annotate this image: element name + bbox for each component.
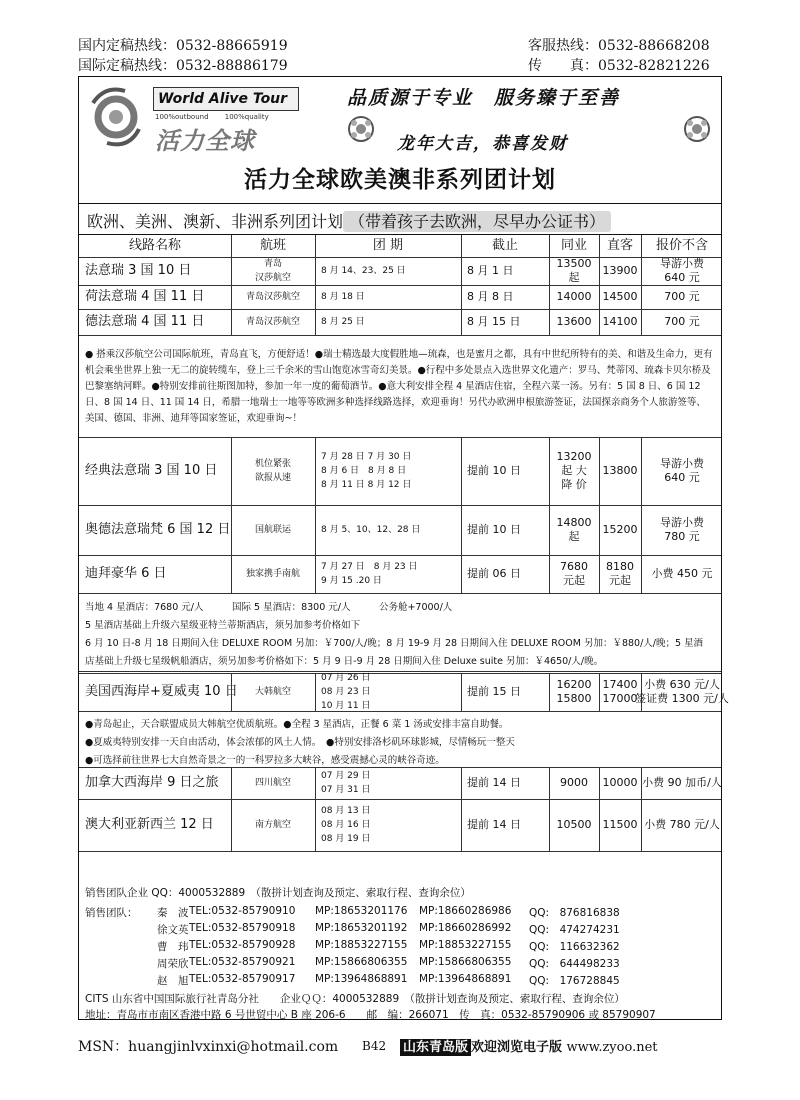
table-header-cell: 同业: [560, 238, 587, 253]
service-hotline: 客服热线：0532-88668208 传 真：0532-82821226: [528, 38, 710, 74]
price-excludes: 小费 630 元/人 签证费 1300 元/人: [635, 678, 729, 705]
sales-name: 徐文英: [157, 924, 189, 936]
sales-qq-line: 销售团队企业 QQ：4000532889 （散拼计划查询及预定、索取行程、查询余位）: [85, 887, 471, 899]
sales-name: 曹 玮: [157, 941, 189, 953]
sales-tel: TEL:0532-85790928: [189, 939, 296, 951]
sales-mp1: MP:13964868891: [315, 973, 408, 985]
tour-dates: 07 月 29 日 07 月 31 日: [321, 771, 371, 795]
trade-price: 16200 15800: [556, 678, 592, 705]
table-header-cell: 团 期: [372, 238, 404, 253]
sales-qq: QQ: 116632362: [529, 941, 620, 953]
table-rule: [79, 593, 721, 594]
subtitle-note: （带着孩子去欧洲，尽早办公证书）: [343, 211, 611, 232]
table-rule: [461, 767, 462, 851]
tour-dates: 8 月 14、23、25 日: [321, 266, 406, 276]
sales-mp1: MP:18653201192: [315, 922, 408, 934]
page-number: B42: [362, 1039, 387, 1053]
usa-note: ●青岛起止，天合联盟成员大韩航空优质航班。●全程 3 星酒店，正餐 6 菜 1 汤或安排丰富自助餐。: [85, 719, 509, 730]
sales-mp1: MP:15866806355: [315, 956, 408, 968]
direct-price: 11500: [602, 818, 638, 831]
price-excludes: 小费 90 加币/人: [642, 776, 722, 789]
tour-dates: 8 月 25 日: [321, 317, 365, 327]
slogan: 品质源于专业 服务臻于至善: [347, 87, 621, 109]
logo: [83, 81, 298, 157]
sales-qq: QQ: 876816838: [529, 907, 620, 919]
intl-hotline-number: 0532-88886179: [176, 58, 288, 74]
logo-brand: World Alive Tour: [153, 87, 299, 111]
route-name: 德法意瑞 4 国 11 日: [85, 314, 205, 329]
table-rule: [461, 437, 462, 593]
direct-price: 14500: [602, 290, 638, 303]
direct-price: 13800: [602, 464, 638, 477]
table-rule: [79, 671, 721, 672]
europe-note: ● 搭乘汉莎航空公司国际航班，青岛直飞，方便舒适！●瑞士精选最大度假胜地—琉森，也是蜜月之都，具有中世纪所特有的美、和谐及生命力，更有机会乘坐世界上独一无二的旋转缆车，登上三千余米的雪山饱览冰雪奇幻美景。●行程中多处景点入选世界文化遗产：罗马、梵蒂冈、琉森卡贝尔桥及巴黎塞纳河畔。●特别安排前往斯图加特，参加一年一度的葡萄酒节。●意大利安排全程 4 星酒店住宿，全程六菜一汤。另有：5 国 8 日、6 国 12 日、8 国 14 日、11 国 14 日，希腊一地瑞士一地等等欧洲多种选择线路选择，欢迎垂询！另代办欧洲申根旅游签证，法国探亲商务个人旅游签等、美国、德国、非洲、迪拜等国家签证，欢迎垂询~！: [85, 349, 713, 424]
direct-price: 10000: [602, 776, 638, 789]
dubai-note: 6 月 10 日-8 月 18 日期间入住 DELUXE ROOM 另加：￥700/人/晚；8 月 19-9 月 28 日期间入住 DELUXE ROOM 另加：￥880/人/晚；5 星酒: [85, 638, 704, 649]
route-name: 美国西海岸+夏威夷 10 日: [85, 684, 238, 699]
tour-dates: 8 月 18 日: [321, 292, 365, 302]
website-link[interactable]: www.zyoo.net: [566, 1040, 658, 1055]
table-rule: [315, 437, 316, 593]
price-excludes: 导游小费 640 元: [660, 457, 704, 484]
table-rule: [315, 673, 316, 711]
address-line: 地址：青岛市市南区香港中路 6 号世贸中心 B 座 206-6 邮 编：266071 传 真：0532-85790906 或 85790907: [85, 1009, 656, 1021]
sales-qq: QQ: 474274231: [529, 924, 620, 936]
dragon-flower-icon: [347, 115, 375, 143]
table-header-cell: 线路名称: [128, 238, 181, 253]
sales-tel: TEL:0532-85790917: [189, 973, 296, 985]
route-name: 加拿大西海岸 9 日之旅: [85, 775, 219, 790]
flight: 青岛汉莎航空: [245, 292, 300, 302]
tour-dates: 8 月 5、10、12、28 日: [321, 525, 421, 535]
deadline: 提前 15 日: [467, 685, 521, 698]
fax-number: 0532-82821226: [598, 58, 710, 74]
flight: 青岛汉莎航空: [245, 317, 300, 327]
price-excludes: 700 元: [664, 290, 700, 303]
price-excludes: 小费 450 元: [651, 567, 713, 580]
price-excludes: 导游小费 640 元: [660, 257, 704, 284]
trade-price: 14000: [556, 290, 592, 303]
sales-mp2: MP:18853227155: [419, 939, 512, 951]
flight: 南方航空: [254, 820, 291, 830]
deadline: 8 月 8 日: [467, 290, 514, 303]
route-name: 荷法意瑞 4 国 11 日: [85, 289, 205, 304]
table-rule: [79, 851, 721, 852]
trade-price: 9000: [560, 776, 588, 789]
route-name: 澳大利亚新西兰 12 日: [85, 817, 214, 832]
deadline: 提前 14 日: [467, 818, 521, 831]
page-title: 活力全球欧美澳非系列团计划: [244, 167, 556, 193]
domestic-hotline-number: 0532-88665919: [176, 38, 288, 54]
festive-greeting: 龙年大吉，恭喜发财: [397, 134, 568, 154]
tour-dates: 07 月 26 日 08 月 23 日 10 月 11 日: [321, 673, 371, 711]
msn-contact: MSN：huangjinlvxinxi@hotmail.com: [78, 1039, 339, 1055]
tour-dates: 7 月 27 日 8 月 23 日 9 月 15 .20 日: [321, 562, 418, 586]
sales-mp2: MP:18660286986: [419, 905, 512, 917]
table-header-cell: 截止: [491, 238, 518, 253]
table-rule: [461, 673, 462, 711]
flight: 机位紧张 欲报从速: [254, 459, 291, 483]
direct-price: 15200: [602, 523, 638, 536]
usa-note: ●夏威夷特别安排一天自由活动，体会浓郁的风土人情。 ●特别安排洛杉矶环球影城，尽情畅玩一整天: [85, 737, 515, 748]
deadline: 提前 06 日: [467, 567, 521, 580]
flight: 国航联运: [254, 525, 291, 535]
direct-price: 8180 元起: [606, 560, 634, 587]
domestic-hotline: 国内定稿热线：0532-88665919 国际定稿热线：0532-88886179: [78, 38, 288, 74]
direct-price: 14100: [602, 315, 638, 328]
route-name: 奥德法意瑞梵 6 国 12 日: [85, 522, 231, 537]
direct-price: 13900: [602, 264, 638, 277]
table-header-cell: 航班: [259, 238, 286, 253]
edition-badge: 山东青岛版: [400, 1039, 471, 1056]
service-hotline-number: 0532-88668208: [598, 38, 710, 54]
usa-note: ●可选择前往世界七大自然奇景之一的一科罗拉多大峡谷，感受震撼心灵的峡谷奇迹。: [85, 755, 445, 766]
dubai-note: 当地 4 星酒店：7680 元/人 国际 5 星酒店：8300 元/人 公务舱+7000/人: [85, 602, 453, 613]
sales-qq: QQ: 176728845: [529, 975, 620, 987]
trade-price: 14800 起: [556, 516, 592, 543]
deadline: 8 月 15 日: [467, 315, 521, 328]
table-rule: [315, 767, 316, 851]
trade-price: 13200 起 大 降 价: [556, 450, 592, 491]
table-header-cell: 直客: [606, 238, 633, 253]
logo-tags: 100%outbound 100%quality: [155, 113, 269, 121]
price-excludes: 导游小费 780 元: [660, 516, 704, 543]
table-rule: [79, 335, 721, 336]
swirl-logo-icon: [85, 83, 147, 151]
sales-mp1: MP:18853227155: [315, 939, 408, 951]
sales-name: 周荣欣: [157, 958, 189, 970]
deadline: 提前 10 日: [467, 464, 521, 477]
edition-banner: [400, 1036, 658, 1055]
flyer-frame: [78, 76, 729, 1021]
dubai-note: 5 星酒店基础上升级六星级亚特兰蒂斯酒店，须另加参考价格如下: [85, 620, 361, 631]
flight: 独家携手南航: [245, 569, 300, 579]
dubai-note: 店基础上升级七星级帆船酒店，须另加参考价格如下：5 月 9 日-9 月 28 日期间入住 Deluxe suite 另加：￥4650/人/晚。: [85, 656, 604, 667]
welcome-text: 欢迎浏览电子版: [471, 1040, 563, 1055]
sales-team-label: 销售团队：: [85, 907, 138, 919]
price-excludes: 700 元: [664, 315, 700, 328]
price-excludes: 小费 780 元/人: [644, 818, 720, 831]
dragon-flower-icon: [683, 115, 711, 143]
trade-price: 13600: [556, 315, 592, 328]
sales-tel: TEL:0532-85790918: [189, 922, 296, 934]
logo-cn: 活力全球: [155, 127, 255, 155]
table-rule: [79, 767, 721, 768]
flight: 大韩航空: [254, 687, 291, 697]
tour-dates: 08 月 13 日 08 月 16 日 08 月 19 日: [321, 806, 371, 844]
sales-qq: QQ: 644498233: [529, 958, 620, 970]
deadline: 8 月 1 日: [467, 264, 514, 277]
sales-mp2: MP:13964868891: [419, 973, 512, 985]
sales-mp2: MP:18660286992: [419, 922, 512, 934]
trade-price: 7680 元起: [560, 560, 588, 587]
sales-mp1: MP:18653201176: [315, 905, 408, 917]
sales-tel: TEL:0532-85790910: [189, 905, 296, 917]
table-header-cell: 报价不含: [655, 238, 708, 253]
sales-name: 赵 旭: [157, 975, 189, 987]
deadline: 提前 14 日: [467, 776, 521, 789]
sales-mp2: MP:15866806355: [419, 956, 512, 968]
trade-price: 10500: [556, 818, 592, 831]
sales-tel: TEL:0532-85790921: [189, 956, 296, 968]
deadline: 提前 10 日: [467, 523, 521, 536]
company-line: CITS 山东省中国国际旅行社青岛分社 企业ＱＱ：4000532889 （散拼计划查询及预定、索取行程、查询余位）: [85, 993, 625, 1005]
trade-price: 13500 起: [556, 257, 592, 284]
sales-name: 秦 波: [157, 907, 189, 919]
subtitle-bar: [79, 203, 721, 235]
subtitle: 欧洲、美洲、澳新、非洲系列团计划 （带着孩子去欧洲，尽早办公证书）: [87, 209, 611, 232]
route-name: 经典法意瑞 3 国 10 日: [85, 463, 218, 478]
flight: 青岛 汉莎航空: [254, 259, 291, 283]
direct-price: 17400 17000: [602, 678, 638, 705]
table-rule: [79, 711, 721, 712]
flight: 四川航空: [254, 778, 291, 788]
route-name: 迪拜豪华 6 日: [85, 566, 167, 581]
tour-dates: 7 月 28 日 7 月 30 日 8 月 6 日 8 月 8 日 8 月 11 日 8 月 12 日: [321, 452, 412, 490]
route-name: 法意瑞 3 国 10 日: [85, 263, 192, 278]
